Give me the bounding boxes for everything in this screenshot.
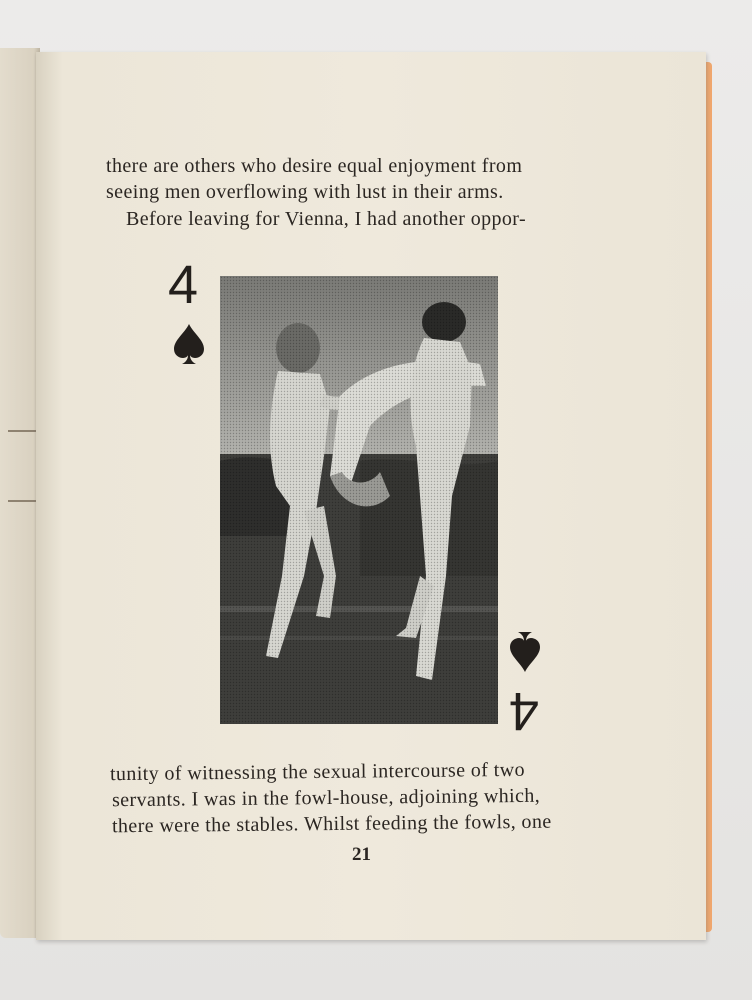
spade-icon (508, 630, 542, 674)
spade-icon (172, 322, 206, 366)
binding-staple-hole (8, 430, 36, 432)
card-rank-bottom: 4 (509, 681, 540, 741)
text-line: there were the stables. Whilst feeding the fowls, one (111, 810, 552, 838)
page-number: 21 (352, 844, 371, 865)
text-line: Before leaving for Vienna, I had another oppor- (126, 208, 527, 230)
text-line: servants. I was in the fowl-house, adjoining which, (111, 784, 541, 812)
text-line: there are others who desire equal enjoyment from (106, 155, 523, 177)
book-page (36, 52, 706, 940)
text-line: seeing men overflowing with lust in their arms. (106, 181, 504, 203)
card-photo (220, 276, 498, 724)
card-rank-top: 4 (168, 255, 199, 315)
binding-staple-hole (8, 500, 36, 502)
text-line: tunity of witnessing the sexual intercourse of two (109, 758, 526, 786)
left-page-edge (0, 48, 40, 938)
